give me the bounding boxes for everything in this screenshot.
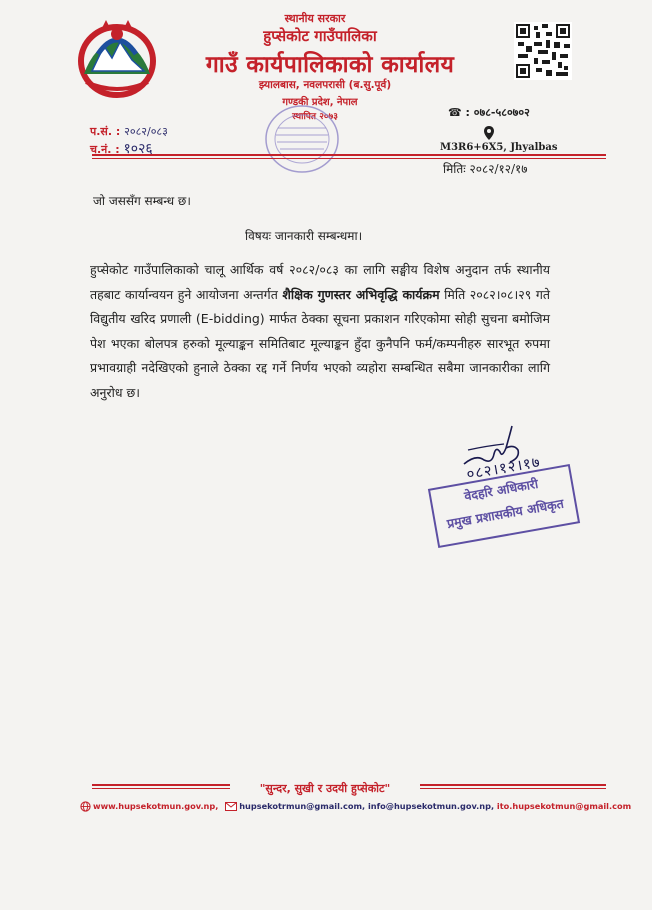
header-province: गण्डकी प्रदेश, नेपाल: [282, 97, 358, 108]
phone-value: : ०७८-५८०७०२: [465, 106, 530, 119]
officer-title: प्रमुख प्रशासकीय अधिकृत: [445, 495, 565, 532]
header-municipality-name: हुप्सेकोट गाउँपालिका: [263, 27, 377, 45]
reference-number: [90, 124, 168, 139]
officer-stamp: [428, 464, 580, 548]
officer-name: वेदहरि अधिकारी: [463, 475, 540, 504]
phone-number: [448, 105, 530, 120]
date-label: मितिः: [443, 162, 466, 176]
location-pin-icon: [484, 126, 494, 140]
qr-code: [514, 22, 572, 80]
letter-date: [443, 160, 528, 177]
phone-icon: ☎: [448, 106, 462, 119]
footer-email-gmail[interactable]: hupsekotrmun@gmail.com,: [239, 801, 366, 811]
subject-line: विषयः जानकारी सम्बन्धमा।: [245, 229, 363, 243]
plus-code-location: M3R6+6X5, Jhyalbas: [440, 142, 558, 153]
dispatch-label: च.नं. :: [90, 143, 120, 156]
body-text-part2: मिति २०८२।०८।२९ गते विद्युतीय खरिद प्रणाली (E-bidding) मार्फत ठेक्का सूचना प्रकाशन गरिएकोमा सोही सुचना बमोजिम पेश भएका बोलपत्र हरुको मूल्याङ्कन समितिबाट मूल्याङ्कन हुँदा कुनैपनि फर्म/कम्पनीहरु सारभूत रुपमा प्रभावग्राही नदेखिएको हुनाले ठेक्का रद्द गर्ने निर्णय भएको व्यहोरा सम्बन्धित सबैमा जानकारीका लागि अनुरोध छ।: [90, 286, 550, 400]
header-address: झ्यालबास, नवलपरासी (ब.सु.पूर्व): [258, 79, 392, 91]
footer-email-ito[interactable]: ito.hupsekotmun@gmail.com: [496, 801, 632, 811]
office-seal: [262, 102, 342, 176]
body-program-name: शैक्षिक गुणस्तर अभिवृद्धि कार्यक्रम: [282, 286, 440, 302]
dispatch-value: १०२६: [123, 141, 153, 157]
reference-label: प.सं. :: [90, 125, 121, 138]
recipient-line: जो जससँग सम्बन्ध छ।: [93, 194, 191, 208]
footer-motto: "सुन्दर, सुखी र उदयी हुप्सेकोट": [230, 781, 420, 796]
signature-date: ०८२।१२।१७: [465, 452, 542, 484]
mail-icon: [225, 802, 237, 811]
reference-value: २०८२/०८३: [124, 125, 168, 138]
nepal-emblem: [74, 16, 160, 102]
body-text-part1: हुप्सेकोट गाउँपालिकाको चालू आर्थिक वर्ष २०८२/०८३ का लागि सङ्घीय विशेष अनुदान तर्फ स्थानीय तहबाट कार्यान्वयन हुने आयोजना अन्तर्गत: [90, 262, 550, 302]
letter-body: [90, 258, 550, 405]
footer-email-info[interactable]: info@hupsekotmun.gov.np,: [367, 801, 495, 811]
header-divider: [92, 154, 606, 156]
date-value: २०८२/१२/१७: [469, 162, 528, 176]
footer-contacts: [80, 801, 631, 812]
header-divider-thin: [92, 158, 606, 159]
globe-icon: [80, 801, 91, 812]
header-established: स्थापित २०७३: [292, 112, 338, 122]
header-office-name: गाउँ कार्यपालिकाको कार्यालय: [205, 52, 455, 78]
footer-website[interactable]: www.hupsekotmun.gov.np,: [93, 801, 219, 811]
header-local-government: स्थानीय सरकार: [284, 12, 346, 25]
